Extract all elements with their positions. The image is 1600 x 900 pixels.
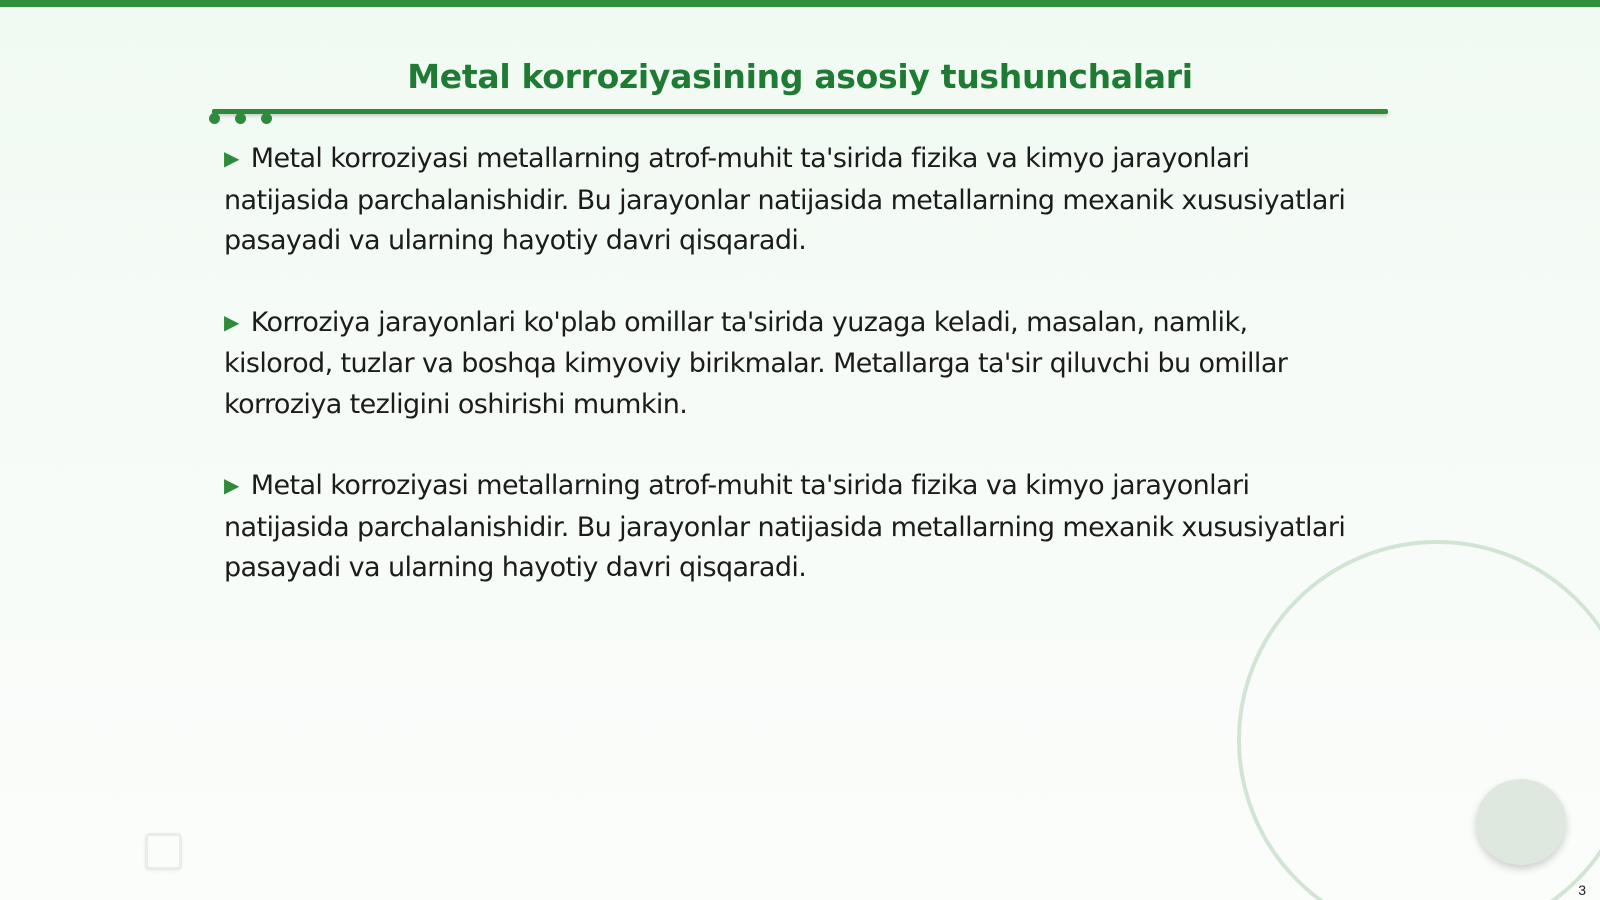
paragraph-text: Metal korroziyasi metallarning atrof-muhit ta'sirida fizika va kimyo jarayonlari natijasida parchalanishidir. Bu jarayonlar natijasida metallarning mexanik xususiyatlari pasayadi va ularning hayotiy davri qisqaradi.	[224, 470, 1346, 583]
bullet-paragraph	[224, 303, 1354, 426]
decorative-dot	[261, 113, 272, 124]
paragraph-text: Korroziya jarayonlari ko'plab omillar ta'sirida yuzaga keladi, masalan, namlik, kislorod, tuzlar va boshqa kimyoviy birikmalar. Metallarga ta'sir qiluvchi bu omillar korroziya tezligini oshirishi mumkin.	[224, 306, 1288, 420]
decorative-dot	[209, 113, 220, 124]
bullet-paragraph	[224, 466, 1354, 589]
top-accent-bar	[0, 0, 1600, 7]
title-underline	[212, 109, 1388, 114]
bullet-arrow-icon: ▶	[224, 309, 239, 334]
decorative-square-icon	[145, 833, 182, 870]
bullet-arrow-icon: ▶	[224, 473, 239, 497]
slide-title: Metal korroziyasining asosiy tushunchalari	[407, 57, 1193, 96]
paragraph-text: Metal korroziyasi metallarning atrof-muhit ta'sirida fizika va kimyo jarayonlari natijasida parchalanishidir. Bu jarayonlar natijasida metallarning mexanik xususiyatlari pasayadi va ularning hayotiy davri qisqaradi.	[224, 143, 1346, 256]
bullet-paragraph	[224, 139, 1354, 262]
decorative-dot	[235, 113, 246, 124]
bullet-arrow-icon: ▶	[224, 146, 239, 170]
decorative-circle-filled	[1476, 779, 1566, 865]
page-number: 3	[1578, 882, 1586, 898]
slide-content	[224, 139, 1354, 630]
